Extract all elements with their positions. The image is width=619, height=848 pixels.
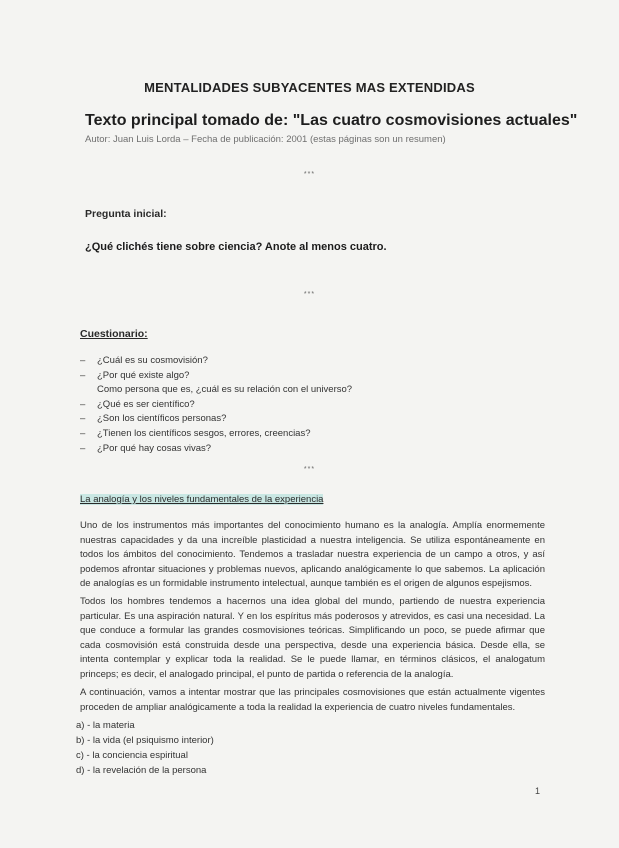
list-item: a) - la materia — [76, 720, 135, 731]
list-item: b) - la vida (el psiquismo interior) — [76, 735, 214, 746]
paragraph-2: Todos los hombres tendemos a hacernos una idea global del mundo, partiendo de nuestra experiencia particular. Es una aspiración natural. Y en los espíritus más poderosos y atrevidos, es casi una necesidad. La que conduce a formular las grandes cosmovisiones teóricas. Simplificando un poco, se puede afirmar que cada cosmovisión está construida desde una perspectiva, desde una experiencia básica. Desde ella, se intenta contemplar y explicar toda la realidad. Se le puede llamar, en términos clásicos, el analogatum princeps; es decir, el analogado principal, el punto de partida o referencia de la analogía. — [80, 596, 545, 680]
levels-list — [76, 718, 214, 778]
list-item: d) - la revelación de la persona — [76, 765, 207, 776]
list-item: – ¿Por qué existe algo? — [80, 369, 190, 381]
list-item: c) - la conciencia espiritual — [76, 750, 188, 761]
questionnaire-list — [80, 354, 352, 456]
list-item: – ¿Tienen los científicos sesgos, errores, creencias? — [80, 427, 311, 439]
list-item: – ¿Por qué hay cosas vivas? — [80, 442, 212, 454]
separator-2: *** — [303, 291, 316, 298]
section-heading: La analogía y los niveles fundamentales de la experiencia — [80, 494, 324, 505]
questionnaire-label: Cuestionario: — [80, 328, 148, 340]
list-item: Como persona que es, ¿cuál es su relación con el universo? — [97, 384, 353, 396]
document-title: MENTALIDADES SUBYACENTES MAS EXTENDIDAS — [144, 80, 475, 95]
initial-question-label: Pregunta inicial: — [85, 208, 167, 220]
page-number: 1 — [535, 786, 541, 796]
separator-3: *** — [303, 466, 316, 473]
initial-question: ¿Qué clichés tiene sobre ciencia? Anote al menos cuatro. — [85, 241, 387, 253]
separator-1: *** — [303, 171, 316, 178]
list-item: – ¿Cuál es su cosmovisión? — [80, 355, 208, 366]
paragraph-3: A continuación, vamos a intentar mostrar que las principales cosmovisiones que están actualmente vigentes proceden de ampliar analógicamente a toda la realidad la experiencia de cuatro niveles fundamentales. — [80, 687, 545, 713]
paragraph-1: Uno de los instrumentos más importantes del conocimiento humano es la analogía. Amplía enormemente nuestras capacidades y da una increíble plasticidad a nuestra inteligencia. Se utiliza espontáneamente en todos los ámbitos del conocimiento. Tendemos a trasladar nuestra experiencia de un campo a otros, y así podemos afrontar situaciones y problemas nuevos, aplicando analógicamente lo que sabemos. La aplicación de analogías es un formidable instrumento intelectual, aunque también es el origen de algunos espejismos. — [80, 520, 545, 589]
list-item: – ¿Son los científicos personas? — [80, 413, 227, 425]
author-line: Autor: Juan Luis Lorda – Fecha de publicación: 2001 (estas páginas son un resumen) — [85, 134, 446, 145]
main-heading: Texto principal tomado de: "Las cuatro cosmovisiones actuales" — [85, 112, 578, 129]
list-item: – ¿Qué es ser científico? — [80, 398, 195, 410]
